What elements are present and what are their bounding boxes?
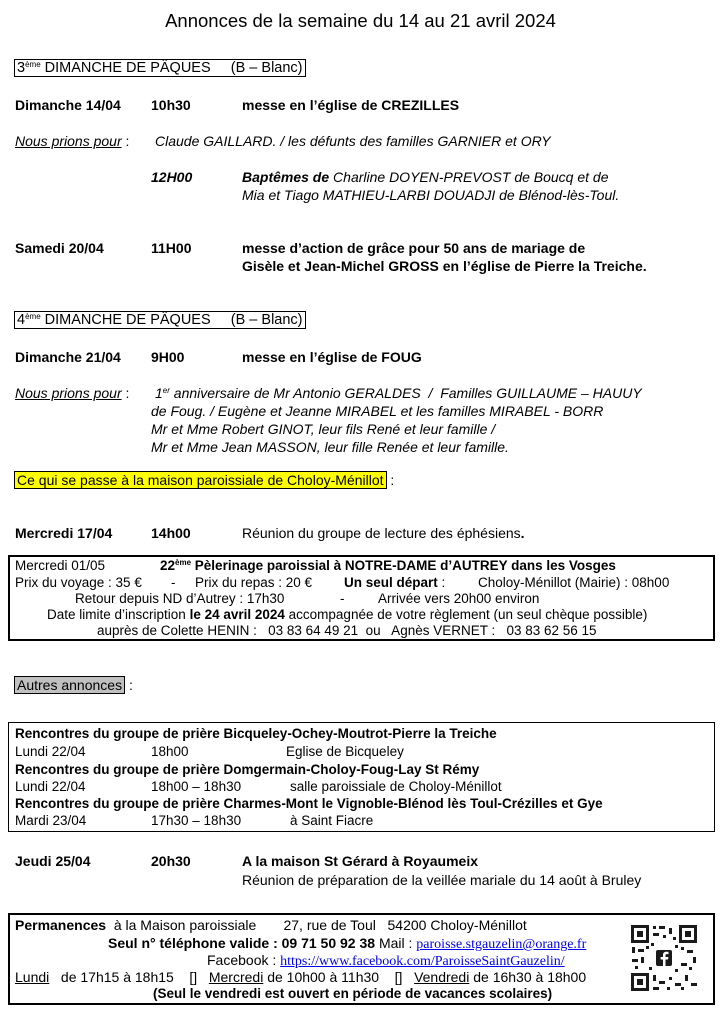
sun2-prions-line2: de Foug. / Eugène et Jeanne MIRABEL et les familles MIRABEL - BORR [151, 403, 604, 419]
maison-heading: Ce qui se passe à la maison paroissiale de Choloy-Ménillot : [14, 471, 394, 489]
g2-place: salle paroissiale de Choloy-Ménillot [290, 779, 502, 794]
facebook-link[interactable]: https://www.facebook.com/ParoisseSaintGauzelin/ [280, 954, 565, 969]
sun2-prions-label: Nous prions pour : [15, 385, 130, 401]
bapteme-time: 12H00 [151, 169, 193, 185]
perm-line4: Lundi de 17h15 à 18h15 [] Mercredi de 10h00 à 11h30 [] Vendredi de 16h30 à 18h00 [15, 969, 587, 985]
jeudi-line2: Réunion de préparation de la veillée mariale du 14 août à Bruley [242, 872, 642, 888]
fourth-sunday-label [14, 311, 306, 329]
perm-note: (Seul le vendredi est ouvert en période de vacances scolaires) [153, 986, 553, 1001]
sat-line2: Gisèle et Jean-Michel GROSS en l’église de Pierre la Treiche. [242, 258, 647, 274]
maison-highlight: Ce qui se passe à la maison paroissiale de Choloy-Ménillot [14, 471, 387, 489]
g1-title: Rencontres du groupe de prière Bicqueley-Ochey-Moutrot-Pierre la Treiche [15, 726, 497, 741]
perm-line3: Facebook : https://www.facebook.com/ParoisseSaintGauzelin/ [207, 952, 565, 969]
page-title: Annonces de la semaine du 14 au 21 avril 2024 [165, 10, 556, 31]
pel-prix-repas: Prix du repas : 20 € [195, 575, 313, 590]
pel-depart-val: Choloy-Ménillot (Mairie) : 08h00 [478, 575, 670, 590]
pel-retour: Retour depuis ND d’Autrey : 17h30 [75, 591, 285, 606]
g2-title: Rencontres du groupe de prière Domgermain-Choloy-Foug-Lay St Rémy [15, 762, 480, 777]
g2-day: Lundi 22/04 [15, 779, 86, 794]
qr-graphic [629, 923, 699, 993]
pel-contact: auprès de Colette HENIN : 03 83 64 49 21 ou Agnès VERNET : 03 83 62 56 15 [97, 623, 597, 638]
sun1-day: Dimanche 14/04 [15, 97, 121, 113]
g3-place: à Saint Fiacre [290, 813, 374, 828]
g1-place: Eglise de Bicqueley [286, 744, 404, 759]
sat-day: Samedi 20/04 [15, 240, 104, 256]
g3-day: Mardi 23/04 [15, 813, 87, 828]
pel-date: Mercredi 01/05 [15, 558, 106, 573]
sun2-time: 9H00 [151, 349, 185, 365]
bapteme-line1: Baptêmes de Charline DOYEN-PREVOST de Boucq et de [242, 169, 609, 185]
sun1-time: 10h30 [151, 97, 191, 113]
jeudi-line1: A la maison St Gérard à Royaumeix [242, 853, 479, 869]
g2-time: 18h00 – 18h30 [151, 779, 242, 794]
pel-limite: Date limite d’inscription le 24 avril 2024 accompagnée de votre règlement (un seul chèque possible) [47, 607, 648, 622]
sun2-event: messe en l’église de FOUG [242, 349, 422, 365]
mercredi-day: Mercredi 17/04 [15, 525, 113, 541]
sat-line1: messe d’action de grâce pour 50 ans de mariage de [242, 240, 586, 256]
pel-title: 22ème Pèlerinage paroissial à NOTRE-DAME d’AUTREY dans les Vosges [160, 558, 616, 573]
pel-dash1: - [171, 575, 176, 590]
pel-depart: Un seul départ : [344, 575, 446, 590]
mercredi-time: 14h00 [151, 525, 191, 541]
facebook-qr-code-icon[interactable] [629, 923, 699, 993]
sat-time: 11H00 [151, 240, 192, 256]
autres-heading: Autres annonces : [14, 676, 133, 694]
perm-line2: Seul n° téléphone valide : 09 71 50 92 38 Mail : paroisse.stgauzelin@orange.fr [108, 935, 587, 952]
sun2-prions-line3: Mr et Mme Robert GINOT, leur fils René et leur famille / [151, 421, 496, 437]
mercredi-event: Réunion du groupe de lecture des éphésiens. [242, 525, 525, 541]
fourth-sunday-box: 4ème DIMANCHE DE PÂQUES (B – Blanc) [14, 311, 306, 329]
third-sunday-box: 3ème DIMANCHE DE PÂQUES (B – Blanc) [14, 59, 306, 77]
sun1-prions-label: Nous prions pour : [15, 133, 130, 149]
sun1-prions-text: Claude GAILLARD. / les défunts des familles GARNIER et ORY [155, 133, 551, 149]
g1-day: Lundi 22/04 [15, 744, 86, 759]
sun2-day: Dimanche 21/04 [15, 349, 121, 365]
sun1-event: messe en l’église de CREZILLES [242, 97, 460, 113]
perm-line1: Permanences à la Maison paroissiale 27, rue de Toul 54200 Choloy-Ménillot [15, 917, 527, 933]
g3-title: Rencontres du groupe de prière Charmes-Mont le Vignoble-Blénod lès Toul-Crézilles et Gye [15, 796, 603, 811]
sun2-prions-line1: 1er anniversaire de Mr Antonio GERALDES / Familles GUILLAUME – HAUUY [155, 385, 642, 401]
jeudi-time: 20h30 [151, 853, 191, 869]
g1-time: 18h00 [151, 744, 189, 759]
bapteme-line2: Mia et Tiago MATHIEU-LARBI DOUADJI de Blénod-lès-Toul. [242, 187, 620, 203]
autres-highlight: Autres annonces [14, 676, 125, 694]
mail-link[interactable]: paroisse.stgauzelin@orange.fr [416, 937, 587, 952]
sun2-prions-line4: Mr et Mme Jean MASSON, leur fille Renée et leur famille. [151, 439, 509, 455]
third-sunday-label [14, 59, 306, 77]
g3-time: 17h30 – 18h30 [151, 813, 242, 828]
pel-prix-voyage: Prix du voyage : 35 € [15, 575, 142, 590]
pel-dash2: - [340, 591, 345, 606]
pel-arrivee: Arrivée vers 20h00 environ [378, 591, 540, 606]
jeudi-day: Jeudi 25/04 [15, 853, 91, 869]
